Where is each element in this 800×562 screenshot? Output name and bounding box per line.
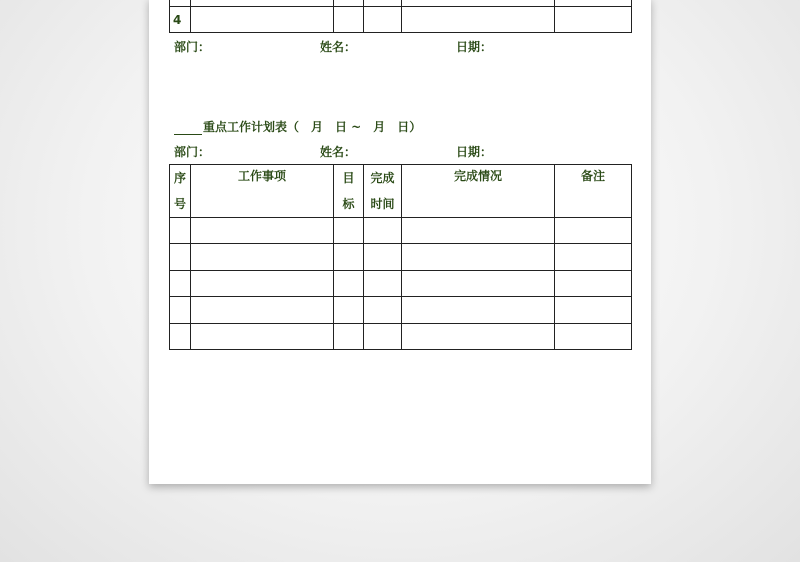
department-label: 部门：: [174, 40, 211, 54]
plan-table: [169, 164, 632, 350]
plan-title-text: 重点工作计划表（ 月 日 ~ 月 日）: [203, 120, 422, 134]
header-remark: 备注: [555, 165, 632, 218]
header-row: [170, 165, 632, 218]
date-label: 日期：: [456, 40, 493, 54]
plan-name-label: 姓名：: [320, 145, 357, 159]
table-row: [170, 297, 632, 324]
previous-table: [169, 0, 632, 33]
table-row: [170, 244, 632, 271]
row-number: 4: [170, 7, 191, 33]
header-seq: 序 号: [170, 165, 191, 218]
header-target: 目 标: [334, 165, 364, 218]
table-row: [170, 218, 632, 244]
plan-department-label: 部门：: [174, 145, 211, 159]
plan-title: [174, 118, 421, 135]
header-status: 完成情况: [402, 165, 555, 218]
header-done-time: 完成 时间: [364, 165, 402, 218]
title-blank-line: [174, 122, 202, 135]
document-page: [149, 0, 651, 484]
table-row: [170, 271, 632, 297]
table-row: [170, 324, 632, 350]
header-item: 工作事项: [191, 165, 334, 218]
table-row: [170, 7, 632, 33]
plan-date-label: 日期：: [456, 145, 493, 159]
name-label: 姓名：: [320, 40, 357, 54]
